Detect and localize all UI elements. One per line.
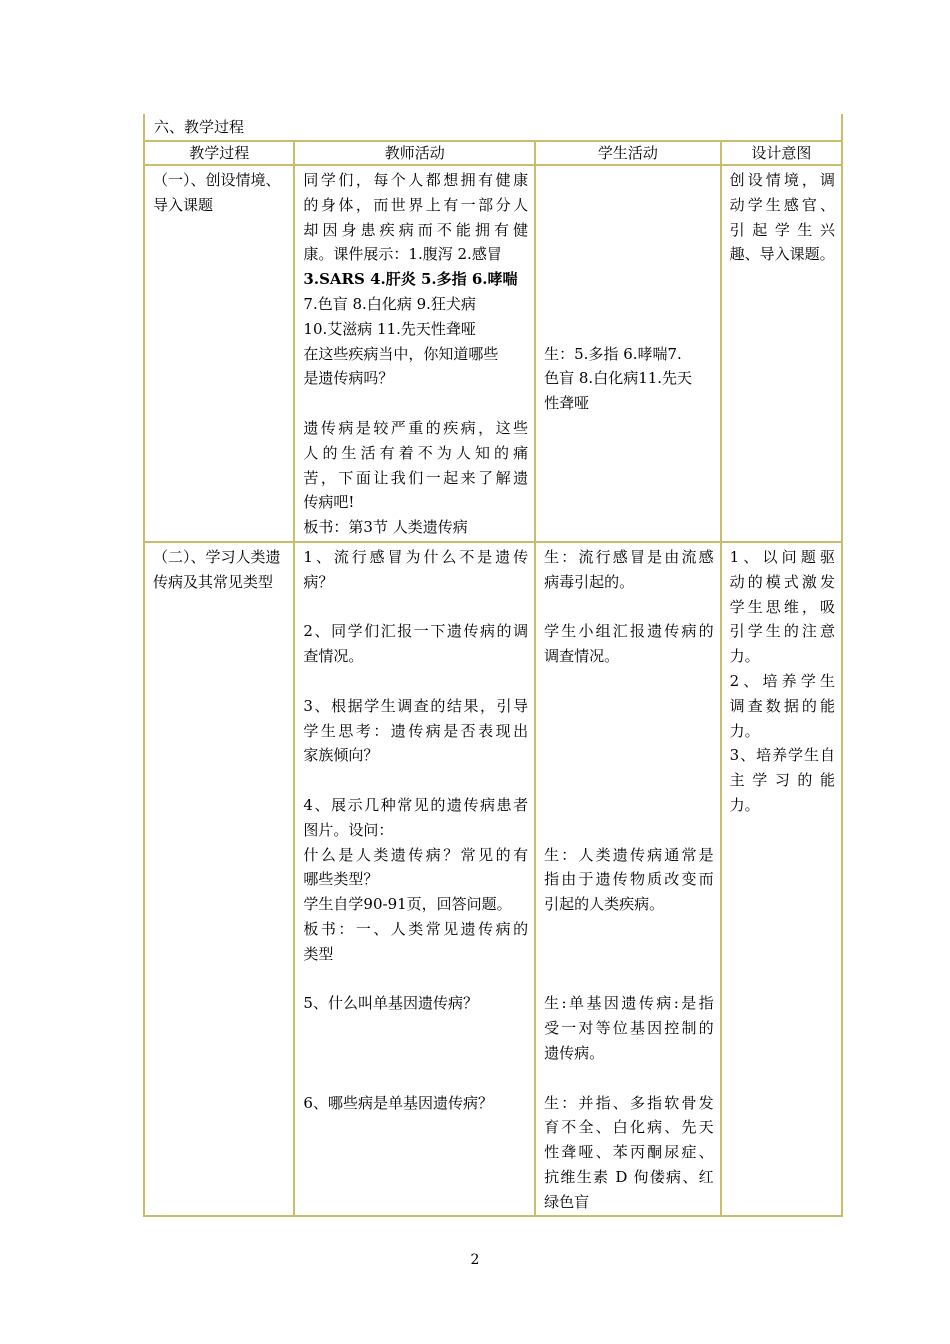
table-row bbox=[144, 542, 842, 1216]
text-line: 学生思维，吸 bbox=[729, 597, 835, 616]
text-line: 动学生感官、 bbox=[729, 195, 835, 214]
design-intent-cell bbox=[721, 165, 842, 542]
text-line: 3、培养学生自 bbox=[729, 746, 835, 765]
text-line: 学生思考：遗传病是否表现出 bbox=[303, 721, 529, 740]
text-line: 调查数据的能 bbox=[729, 696, 835, 715]
table-header-row bbox=[144, 141, 842, 165]
text-line: 绿色盲 bbox=[544, 1192, 590, 1211]
header-student-activity: 学生活动 bbox=[535, 141, 721, 165]
text-line: 生：流行感冒是由流感 bbox=[544, 548, 714, 566]
stage-cell bbox=[144, 165, 294, 542]
text-line: 育不全、白化病、先天 bbox=[544, 1118, 714, 1137]
text-line: 动的模式激发 bbox=[729, 572, 835, 591]
table-row bbox=[144, 165, 842, 542]
text-line: 引学生的注意 bbox=[729, 622, 835, 641]
text-line: 查情况。 bbox=[303, 647, 364, 666]
text-line: 创设情境，调 bbox=[729, 171, 835, 189]
text-line: 学生小组汇报遗传病的 bbox=[544, 622, 714, 641]
text-line: 什么是人类遗传病？常见的有 bbox=[303, 845, 529, 864]
stage-line: （一）、创设情境、 bbox=[153, 171, 281, 189]
text-line: 抗维生素 D 佝偻病、红 bbox=[544, 1167, 714, 1186]
board-writing: 板书：第3节 人类遗传病 bbox=[303, 518, 468, 537]
text-line: 3、根据学生调查的结果，引导 bbox=[303, 696, 529, 715]
text-line: 康。课件展示：1.腹泻 2.感冒 bbox=[303, 245, 502, 264]
text-line: 1、流行感冒为什么不是遗传 bbox=[303, 548, 529, 566]
header-teacher-activity: 教师活动 bbox=[294, 141, 535, 165]
student-activity-cell bbox=[535, 165, 721, 542]
text-line: 3.SARS 4.肝炎 5.多指 6.哮喘 bbox=[303, 270, 518, 289]
text-line: 调查情况。 bbox=[544, 647, 620, 666]
text-line: 的身体，而世界上有一部分人 bbox=[303, 195, 529, 214]
text-line: 生：人类遗传病通常是 bbox=[544, 845, 714, 864]
header-design-intent: 设计意图 bbox=[721, 141, 842, 165]
text-line: 却因身患疾病而不能拥有健 bbox=[303, 220, 529, 239]
text-line: 生:单基因遗传病:是指 bbox=[544, 994, 714, 1013]
text-line: 性聋哑 bbox=[544, 394, 590, 413]
text-line: 主学习的能 bbox=[729, 771, 835, 790]
section-title: 六、教学过程 bbox=[143, 114, 843, 140]
header-stage: 教学过程 bbox=[144, 141, 294, 165]
stage-line: 导入课题 bbox=[153, 195, 214, 214]
text-line: 力。 bbox=[729, 795, 760, 814]
text-line: 人的生活有着不为人知的痛 bbox=[303, 443, 529, 462]
text-line: 指由于遗传物质改变而 bbox=[544, 870, 714, 889]
text-line: 生：并指、多指软骨发 bbox=[544, 1093, 714, 1112]
text-line: 性聋哑、苯丙酮尿症、 bbox=[544, 1143, 714, 1162]
text-line: 力。 bbox=[729, 647, 760, 666]
stage-line: （二）、学习人类遗 bbox=[153, 548, 281, 566]
text-line: 引起的人类疾病。 bbox=[544, 895, 665, 914]
stage-cell bbox=[144, 542, 294, 1216]
teacher-activity-cell bbox=[294, 165, 535, 542]
student-activity-cell bbox=[535, 542, 721, 1216]
design-intent-cell bbox=[721, 542, 842, 1216]
text-line: 色盲 8.白化病11.先天 bbox=[544, 369, 693, 388]
text-line: 学生自学90-91页，回答问题。 bbox=[303, 895, 512, 914]
text-line: 病毒引起的。 bbox=[544, 572, 635, 591]
text-line: 1、以问题驱 bbox=[729, 548, 835, 566]
text-line: 传病吧! bbox=[303, 493, 355, 512]
text-line: 哪些类型？ bbox=[303, 870, 379, 889]
lesson-plan bbox=[143, 114, 843, 1217]
text-line: 6、哪些病是单基因遗传病？ bbox=[303, 1093, 493, 1112]
text-line: 7.色盲 8.白化病 9.狂犬病 bbox=[303, 294, 476, 313]
text-line: 是遗传病吗？ bbox=[303, 369, 394, 388]
text-line: 病？ bbox=[303, 572, 334, 591]
text-line: 苦，下面让我们一起来了解遗 bbox=[303, 468, 529, 487]
stage-line: 传病及其常见类型 bbox=[153, 572, 274, 591]
text-line: 遗传病。 bbox=[544, 1043, 605, 1062]
text-line: 家族倾向？ bbox=[303, 746, 379, 765]
text-line: 遗传病是较严重的疾病，这些 bbox=[303, 418, 529, 437]
text-line: 在这些疾病当中，你知道哪些 bbox=[303, 344, 499, 363]
text-line: 力。 bbox=[729, 721, 760, 740]
teacher-activity-cell bbox=[294, 542, 535, 1216]
text-line: 引起学生兴 bbox=[729, 220, 835, 239]
text-line: 生：5.多指 6.哮喘7. bbox=[544, 344, 682, 363]
text-line: 图片。设问： bbox=[303, 820, 394, 839]
text-line: 同学们，每个人都想拥有健康 bbox=[303, 171, 529, 189]
board-writing: 板书：一、人类常见遗传病的 bbox=[303, 919, 529, 938]
text-line: 5、什么叫单基因遗传病？ bbox=[303, 994, 478, 1013]
page-number: 2 bbox=[470, 1252, 480, 1268]
text-line: 4、展示几种常见的遗传病患者 bbox=[303, 795, 529, 814]
text-line: 2、同学们汇报一下遗传病的调 bbox=[303, 622, 529, 641]
text-line: 趣、导入课题。 bbox=[729, 245, 835, 264]
text-line: 10.艾滋病 11.先天性聋哑 bbox=[303, 319, 476, 338]
teaching-process-table bbox=[143, 140, 843, 1217]
board-writing: 类型 bbox=[303, 944, 334, 963]
text-line: 2、培养学生 bbox=[729, 671, 835, 690]
text-line: 受一对等位基因控制的 bbox=[544, 1019, 714, 1038]
